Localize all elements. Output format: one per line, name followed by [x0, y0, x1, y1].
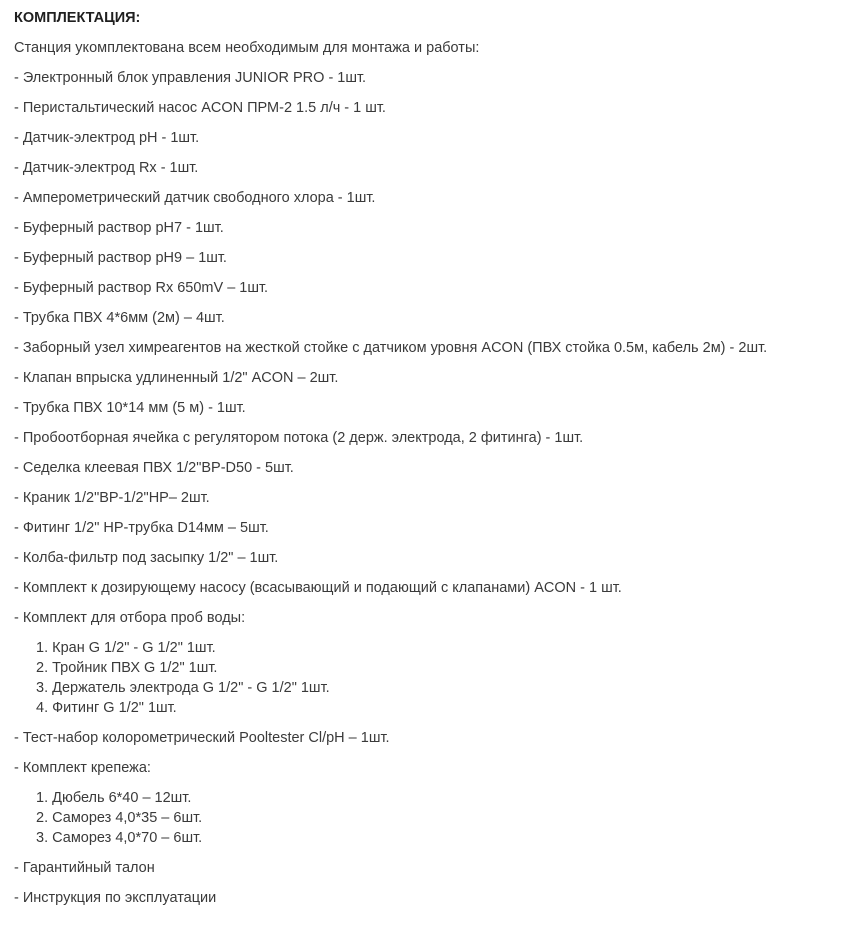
list-item: - Трубка ПВХ 4*6мм (2м) – 4шт. — [14, 310, 225, 326]
list-item: - Колба-фильтр под засыпку 1/2" – 1шт. — [14, 550, 279, 566]
sublist-item: 4. Фитинг G 1/2" 1шт. — [36, 700, 177, 716]
sublist-item: 2. Тройник ПВХ G 1/2" 1шт. — [36, 660, 218, 676]
water-sampling-kit-list — [14, 638, 864, 718]
intro-text: Станция укомплектована всем необходимым для монтажа и работы: — [14, 40, 480, 56]
mounting-kit-list — [14, 788, 864, 848]
list-item: - Перистальтический насос ACON ПРМ-2 1.5 л/ч - 1 шт. — [14, 100, 386, 116]
list-item: - Трубка ПВХ 10*14 мм (5 м) - 1шт. — [14, 400, 246, 416]
list-item: - Пробоотборная ячейка с регулятором потока (2 держ. электрода, 2 фитинга) - 1шт. — [14, 430, 584, 446]
list-item: - Гарантийный талон — [14, 860, 155, 876]
sublist-item: 3. Держатель электрода G 1/2" - G 1/2" 1шт. — [36, 680, 330, 696]
list-item: - Комплект для отбора проб воды: — [14, 610, 246, 626]
sublist-item: 2. Саморез 4,0*35 – 6шт. — [36, 810, 203, 826]
sublist-item: 1. Дюбель 6*40 – 12шт. — [36, 790, 192, 806]
list-item: - Краник 1/2"ВР-1/2"НР– 2шт. — [14, 490, 210, 506]
sublist-item: 3. Саморез 4,0*70 – 6шт. — [36, 830, 203, 846]
list-item: - Седелка клеевая ПВХ 1/2"ВР-D50 - 5шт. — [14, 460, 294, 476]
list-item: - Датчик-электрод pH - 1шт. — [14, 130, 200, 146]
list-item: - Буферный раствор pH7 - 1шт. — [14, 220, 224, 236]
section-heading: КОМПЛЕКТАЦИЯ: — [14, 10, 141, 26]
list-item: - Комплект крепежа: — [14, 760, 151, 776]
list-item: - Клапан впрыска удлиненный 1/2" ACON – 2шт. — [14, 370, 339, 386]
list-item: - Буферный раствор pH9 – 1шт. — [14, 250, 227, 266]
sublist-item: 1. Кран G 1/2" - G 1/2" 1шт. — [36, 640, 216, 656]
list-item: - Комплект к дозирующему насосу (всасывающий и подающий с клапанами) ACON - 1 шт. — [14, 580, 622, 596]
list-item: - Буферный раствор Rx 650mV – 1шт. — [14, 280, 269, 296]
list-item: - Инструкция по эксплуатации — [14, 890, 217, 906]
list-item: - Тест-набор колорометрический Pooltester Cl/pH – 1шт. — [14, 730, 390, 746]
list-item: - Электронный блок управления JUNIOR PRO - 1шт. — [14, 70, 367, 86]
list-item: - Датчик-электрод Rx - 1шт. — [14, 160, 199, 176]
list-item: - Фитинг 1/2" НР-трубка D14мм – 5шт. — [14, 520, 269, 536]
list-item: - Заборный узел химреагентов на жесткой стойке с датчиком уровня ACON (ПВХ стойка 0.5м, кабель 2м) - 2шт. — [14, 340, 768, 356]
list-item: - Амперометрический датчик свободного хлора - 1шт. — [14, 190, 376, 206]
